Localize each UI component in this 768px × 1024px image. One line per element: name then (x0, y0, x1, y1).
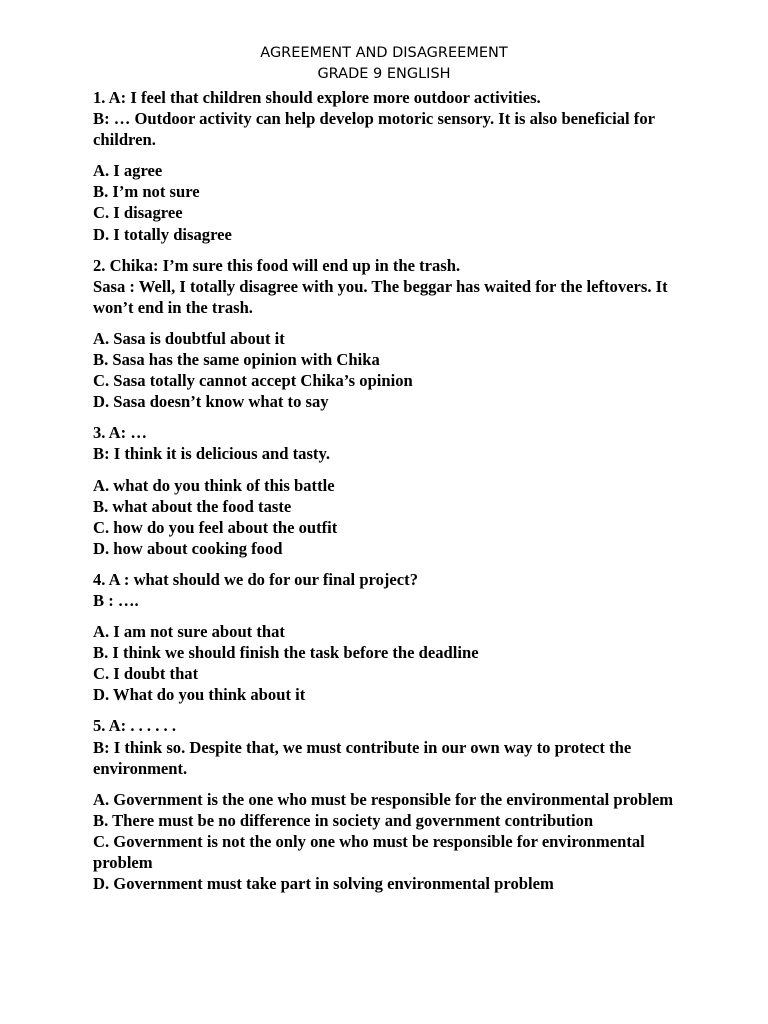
answer-option: A. I agree (93, 161, 163, 181)
question-prompt: 5. A: . . . . . . (93, 716, 176, 736)
question-response: B: … Outdoor activity can help develop motoric sensory. It is also beneficial for children. (93, 109, 655, 150)
answer-option: D. Government must take part in solving environmental problem (93, 874, 554, 894)
document-title: AGREEMENT AND DISAGREEMENT (260, 45, 508, 61)
answer-option: A. Sasa is doubtful about it (93, 328, 285, 348)
answer-option: D. I totally disagree (93, 224, 232, 244)
question-prompt: 4. A : what should we do for our final project? (93, 569, 418, 589)
answer-option: A. Government is the one who must be responsible for the environmental problem (93, 789, 674, 809)
question-prompt: 1. A: I feel that children should explore more outdoor activities. (93, 88, 541, 107)
question-response: Sasa : Well, I totally disagree with you. The beggar has waited for the leftovers. It won’t end in the trash. (93, 276, 668, 317)
answer-option: B. There must be no difference in society and government contribution (93, 810, 594, 830)
answer-option: B. what about the food taste (93, 496, 292, 516)
question-4 (93, 569, 673, 706)
question-list (93, 87, 673, 894)
answer-option: D. What do you think about it (93, 685, 306, 705)
answer-option: C. I doubt that (93, 664, 199, 684)
answer-option: C. I disagree (93, 203, 183, 223)
question-prompt: 2. Chika: I’m sure this food will end up in the trash. (93, 255, 461, 275)
document-subtitle: GRADE 9 ENGLISH (317, 66, 451, 82)
answer-option: B. I’m not sure (93, 182, 200, 202)
question-response: B : …. (93, 590, 139, 610)
question-3 (93, 422, 673, 559)
question-response: B: I think so. Despite that, we must contribute in our own way to protect the environment. (93, 737, 632, 778)
question-2 (93, 255, 673, 413)
answer-option: C. Sasa totally cannot accept Chika’s opinion (93, 371, 413, 391)
question-response: B: I think it is delicious and tasty. (93, 444, 330, 464)
answer-option: B. Sasa has the same opinion with Chika (93, 350, 380, 370)
question-1 (93, 87, 673, 245)
answer-option: A. I am not sure about that (93, 622, 285, 642)
answer-option: C. Government is not the only one who must be responsible for environmental problem (93, 831, 645, 872)
answer-option: A. what do you think of this battle (93, 475, 335, 495)
question-prompt: 3. A: … (93, 423, 147, 443)
answer-option: D. Sasa doesn’t know what to say (93, 392, 329, 412)
answer-option: B. I think we should finish the task before the deadline (93, 643, 479, 663)
answer-option: C. how do you feel about the outfit (93, 517, 338, 537)
question-5 (93, 715, 673, 894)
answer-option: D. how about cooking food (93, 538, 283, 558)
